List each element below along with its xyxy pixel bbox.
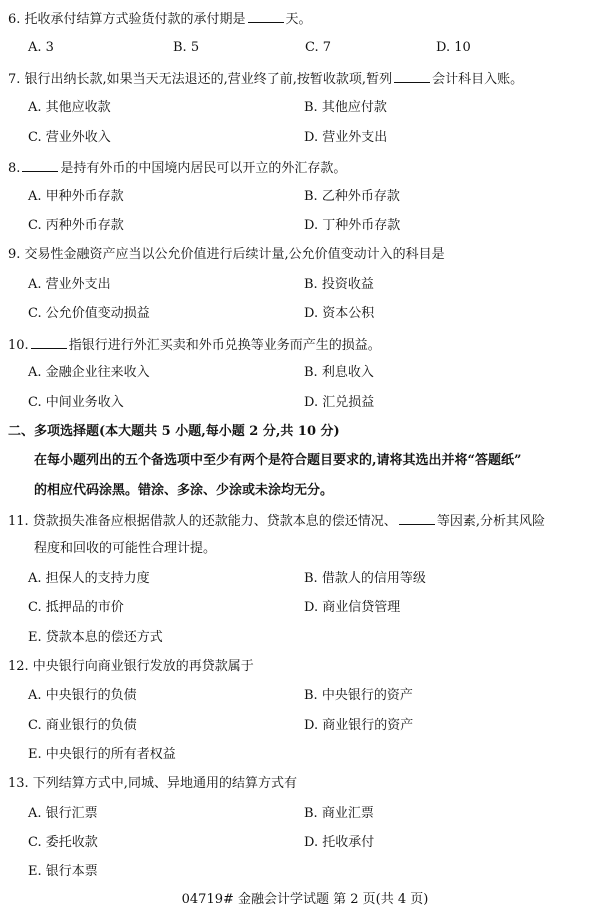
question-12-text: 12. 中央银行向商业银行发放的再贷款属于 <box>8 659 254 674</box>
option-b: B. 5 <box>173 40 200 55</box>
option-b: B. 中央银行的资产 <box>304 688 413 703</box>
option-b: B. 商业汇票 <box>304 806 374 821</box>
option-e: E. 贷款本息的偿还方式 <box>28 630 163 645</box>
question-10-number: 10. <box>8 338 29 353</box>
option-e: E. 中央银行的所有者权益 <box>28 747 176 762</box>
answer-blank <box>248 10 284 23</box>
option-c: C. 中间业务收入 <box>28 395 124 410</box>
option-c: C. 商业银行的负债 <box>28 718 137 733</box>
option-b: B. 其他应付款 <box>304 100 387 115</box>
section-instructions-cont: 的相应代码涂黑。错涂、多涂、少涂或未涂均无分。 <box>34 483 334 498</box>
option-a: A. 营业外支出 <box>28 277 111 292</box>
question-6-text-end: 天。 <box>285 12 312 27</box>
question-13-text: 13. 下列结算方式中,同城、异地通用的结算方式有 <box>8 776 297 791</box>
option-c: C. 抵押品的市价 <box>28 600 124 615</box>
question-6-text: 6. 托收承付结算方式验货付款的承付期是 <box>8 12 246 27</box>
option-a: A. 其他应收款 <box>28 100 111 115</box>
option-d: D. 商业银行的资产 <box>304 718 414 733</box>
section-instructions: 在每小题列出的五个备选项中至少有两个是符合题目要求的,请将其选出并将“答题纸” <box>34 453 522 468</box>
option-d: D. 商业信贷管理 <box>304 600 401 615</box>
question-8-number: 8. <box>8 161 21 176</box>
option-b: B. 利息收入 <box>304 365 374 380</box>
question-7 <box>8 70 523 88</box>
option-b: B. 借款人的信用等级 <box>304 571 426 586</box>
option-e: E. 银行本票 <box>28 864 98 879</box>
question-7-text-end: 会计科目入账。 <box>432 72 524 87</box>
answer-blank <box>399 512 435 525</box>
answer-blank <box>31 336 67 349</box>
question-8 <box>8 159 346 177</box>
option-a: A. 银行汇票 <box>28 806 98 821</box>
option-c: C. 丙种外币存款 <box>28 218 124 233</box>
option-a: A. 甲种外币存款 <box>28 189 124 204</box>
option-d: D. 托收承付 <box>304 835 375 850</box>
option-a: A. 担保人的支持力度 <box>28 571 150 586</box>
option-b: B. 乙种外币存款 <box>304 189 400 204</box>
question-10-text: 指银行进行外汇买卖和外币兑换等业务而产生的损益。 <box>68 338 381 353</box>
question-11-text-cont: 程度和回收的可能性合理计提。 <box>34 541 217 556</box>
question-9-text: 9. 交易性金融资产应当以公允价值进行后续计量,公允价值变动计入的科目是 <box>8 247 445 262</box>
page-footer: 04719# 金融会计学试题 第 2 页(共 4 页) <box>181 892 429 907</box>
option-c: C. 7 <box>305 40 332 55</box>
question-10 <box>8 336 381 354</box>
question-8-text: 是持有外币的中国境内居民可以开立的外汇存款。 <box>60 161 347 176</box>
option-d: D. 10 <box>436 40 471 55</box>
option-c: C. 营业外收入 <box>28 130 111 145</box>
option-c: C. 公允价值变动损益 <box>28 306 150 321</box>
question-7-text: 7. 银行出纳长款,如果当天无法退还的,营业终了前,按暂收款项,暂列 <box>8 72 393 87</box>
option-a: A. 中央银行的负债 <box>28 688 137 703</box>
option-a: A. 3 <box>28 40 54 55</box>
question-11-text-end: 等因素,分析其风险 <box>436 514 545 529</box>
section-title: 二、多项选择题(本大题共 5 小题,每小题 2 分,共 10 分) <box>8 424 340 439</box>
question-6 <box>8 10 312 28</box>
option-d: D. 丁种外币存款 <box>304 218 401 233</box>
question-11 <box>8 512 545 530</box>
option-d: D. 汇兑损益 <box>304 395 375 410</box>
option-a: A. 金融企业往来收入 <box>28 365 150 380</box>
answer-blank <box>22 159 58 172</box>
option-c: C. 委托收款 <box>28 835 98 850</box>
option-d: D. 资本公积 <box>304 306 375 321</box>
question-11-text: 11. 贷款损失准备应根据借款人的还款能力、贷款本息的偿还情况、 <box>8 514 397 529</box>
option-b: B. 投资收益 <box>304 277 374 292</box>
option-d: D. 营业外支出 <box>304 130 388 145</box>
answer-blank <box>394 70 430 83</box>
